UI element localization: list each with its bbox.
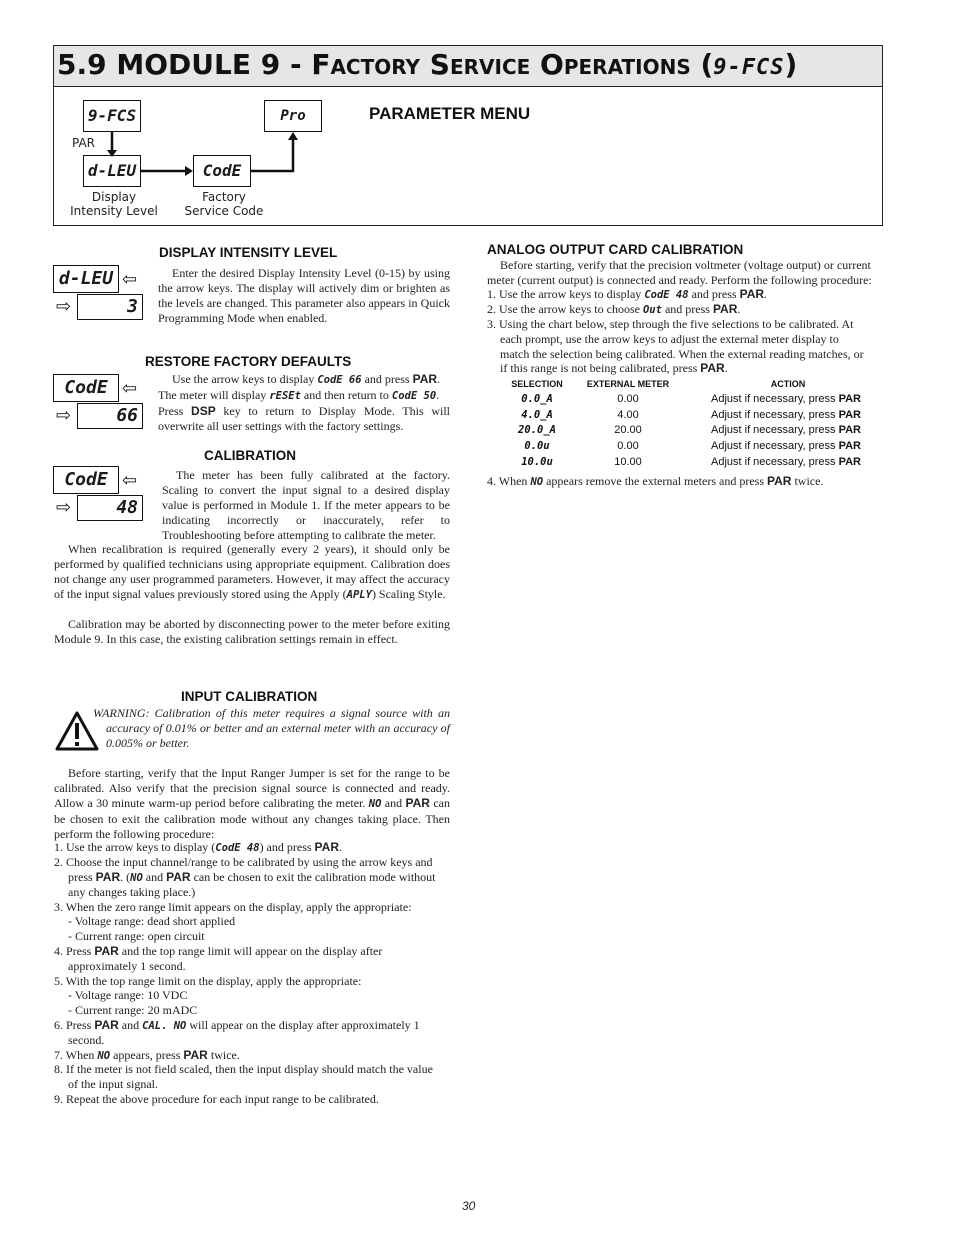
- par-label: PAR: [72, 136, 96, 150]
- input-cal-step-2-end: any changes taking place.): [68, 885, 196, 899]
- calibration-p3: Calibration may be aborted by disconnecting power to the meter before exiting Module 9. In this case, the existing calibration settings remain in effect.: [54, 617, 450, 646]
- input-cal-step-2: 2. Choose the input channel/range to be calibrated by using the arrow keys and: [54, 855, 433, 869]
- meter-cell: 0.00: [617, 392, 639, 405]
- calibration-heading: CALIBRATION: [204, 448, 296, 463]
- par-key-icon: ⇦: [122, 378, 138, 398]
- analog-calibration-table: [497, 377, 867, 470]
- action-cell: Adjust if necessary, press PAR: [711, 424, 861, 437]
- warning-text: WARNING: Calibration of this meter requires a signal source with an accuracy of 0.01% or better and an external meter with an accuracy of 0.005% or better.: [93, 706, 450, 750]
- action-cell: Adjust if necessary, press PAR: [711, 456, 861, 469]
- selection-cell: 4.0_A: [521, 408, 553, 421]
- analog-step-1: 1. Use the arrow keys to display CodE 48 and press PAR.: [487, 287, 768, 301]
- input-cal-step-6-cont: second.: [68, 1033, 105, 1047]
- analog-step-3d: if this range is not being calibrated, press PAR.: [500, 361, 728, 375]
- input-cal-step-5: 5. With the top range limit on the display, apply the appropriate:: [54, 974, 362, 988]
- calibration-display-top: CodE: [53, 466, 119, 494]
- input-cal-step-4: 4. Press PAR and the top range limit will appear on the display after: [54, 944, 383, 958]
- input-cal-step-5a: - Voltage range: 10 VDC: [68, 988, 188, 1002]
- selection-cell: 0.0u: [524, 440, 550, 453]
- intensity-text: Enter the desired Display Intensity Level (0-15) by using the arrow keys. The display will actively dim or brighten as the levels are changed. This parameter also appears in Quick Programming Mode when enabled.: [158, 266, 450, 325]
- code-display: CodE: [193, 155, 251, 187]
- meter-cell: 20.00: [614, 424, 642, 437]
- sel-key-icon: ⇨: [56, 296, 72, 316]
- input-cal-step-1: 1. Use the arrow keys to display (CodE 48) and press PAR.: [54, 840, 342, 854]
- analog-heading: ANALOG OUTPUT CARD CALIBRATION: [487, 242, 744, 257]
- analog-line-1: Before starting, verify that the precision voltmeter (voltage output) or current: [500, 258, 871, 272]
- input-cal-step-4-cont: approximately 1 second.: [68, 959, 186, 973]
- selection-cell: 0.0_A: [521, 392, 553, 405]
- parameter-menu-title: PARAMETER MENU: [369, 104, 531, 123]
- restore-display-bottom: 66: [77, 403, 143, 429]
- input-cal-heading: INPUT CALIBRATION: [181, 689, 318, 704]
- analog-step-4: 4. When NO appears remove the external meters and press PAR twice.: [487, 474, 824, 488]
- input-cal-step-7: 7. When NO appears, press PAR twice.: [54, 1048, 240, 1062]
- column-header: ACTION: [770, 379, 806, 389]
- par-key-icon: ⇦: [122, 470, 138, 490]
- calibration-display-bottom: 48: [77, 495, 143, 521]
- restore-display-top: CodE: [53, 374, 119, 402]
- analog-step-3c: match the selection being calibrated. When the external reading matches, or: [500, 347, 864, 361]
- input-cal-step-8-cont: of the input signal.: [68, 1077, 158, 1091]
- analog-step-2: 2. Use the arrow keys to choose Out and press PAR.: [487, 302, 741, 316]
- table-row: [497, 454, 867, 470]
- sel-key-icon: ⇨: [56, 405, 72, 425]
- table-row: [497, 391, 867, 407]
- input-cal-step-6: 6. Press PAR and CAL. NO will appear on the display after approximately 1: [54, 1018, 420, 1032]
- restore-text: Use the arrow keys to display CodE 66 and press PAR. The meter will display rESEt and then return to CodE 50. Press DSP key to return to Display Mode. This will overwrite all user settings with the factory settings.: [158, 372, 450, 433]
- sel-key-icon: ⇨: [56, 497, 72, 517]
- analog-step-3b: each prompt, use the arrow keys to adjust the external meter display to: [500, 332, 839, 346]
- intensity-display-pair: [53, 265, 151, 321]
- par-key-icon: ⇦: [122, 269, 138, 289]
- meter-cell: 4.00: [617, 408, 639, 421]
- action-cell: Adjust if necessary, press PAR: [711, 440, 861, 453]
- calibration-intro: The meter has been fully calibrated at the factory. Scaling to convert the input signal to a desired display value is performed in Module 1. If the meter appears to be indicating incorrectly or inaccurately, refer to Troubleshooting before attempting to calibrate the meter.: [162, 468, 450, 542]
- column-header: SELECTION: [511, 379, 563, 389]
- input-cal-step-3: 3. When the zero range limit appears on the display, apply the appropriate:: [54, 900, 412, 914]
- input-cal-step-9: 9. Repeat the above procedure for each input range to be calibrated.: [54, 1092, 379, 1106]
- module-display: 9-FCS: [83, 100, 141, 132]
- analog-step-3: 3. Using the chart below, step through the five selections to be calibrated. At: [487, 317, 854, 331]
- input-cal-step-8: 8. If the meter is not field scaled, then the input display should match the value: [54, 1062, 433, 1076]
- restore-display-pair: [53, 374, 151, 430]
- table-row: [497, 407, 867, 423]
- parameter-flow-arrows: [60, 95, 360, 195]
- meter-cell: 10.00: [614, 456, 642, 469]
- input-cal-step-3a: - Voltage range: dead short applied: [68, 914, 236, 928]
- intensity-heading: DISPLAY INTENSITY LEVEL: [159, 245, 338, 260]
- calibration-display-pair: [53, 466, 151, 522]
- selection-cell: 20.0_A: [518, 424, 556, 437]
- selection-cell: 10.0u: [521, 456, 553, 469]
- calibration-p2: When recalibration is required (generally every 2 years), it should only be performed by qualified technicians using appropriate equipment. Calibration does not change any user programmed parameters. However, it may affect the accuracy of the input signal values previously stored using the Apply (APLY) Scaling Style.: [54, 542, 450, 601]
- intensity-display-bottom: 3: [77, 294, 143, 320]
- pro-display: Pro: [264, 100, 322, 132]
- level-display: d-LEU: [83, 155, 141, 187]
- page-number: 30: [462, 1199, 476, 1213]
- table-row: [497, 423, 867, 439]
- table-row: [497, 438, 867, 454]
- action-cell: Adjust if necessary, press PAR: [711, 392, 861, 405]
- page-title: 5.9 MODULE 9 - Factory Service Operations (9-FCS): [57, 48, 798, 81]
- action-cell: Adjust if necessary, press PAR: [711, 408, 861, 421]
- code-label: Factory Service Code: [184, 190, 264, 218]
- input-cal-step-2-cont: press PAR. (NO and PAR can be chosen to exit the calibration mode without: [68, 870, 436, 884]
- input-cal-step-5b: - Current range: 20 mADC: [68, 1003, 198, 1017]
- input-cal-intro: Before starting, verify that the Input Ranger Jumper is set for the range to be calibrated. Also verify that the precision signal source is connected and ready. Allow a 30 minute warm-up period before calibrating the meter. NO and PAR can be chosen to exit the calibration mode without any changes taking place. Then perform the following procedure:: [54, 766, 451, 841]
- level-label: Display Intensity Level: [70, 190, 158, 218]
- restore-heading: RESTORE FACTORY DEFAULTS: [145, 354, 352, 369]
- meter-cell: 0.00: [617, 440, 639, 453]
- intensity-display-top: d-LEU: [53, 265, 119, 293]
- column-header: EXTERNAL METER: [586, 379, 670, 389]
- analog-line-2: meter (current output) is connected and ready. Perform the following procedure:: [487, 273, 872, 287]
- input-cal-step-3b: - Current range: open circuit: [68, 929, 205, 943]
